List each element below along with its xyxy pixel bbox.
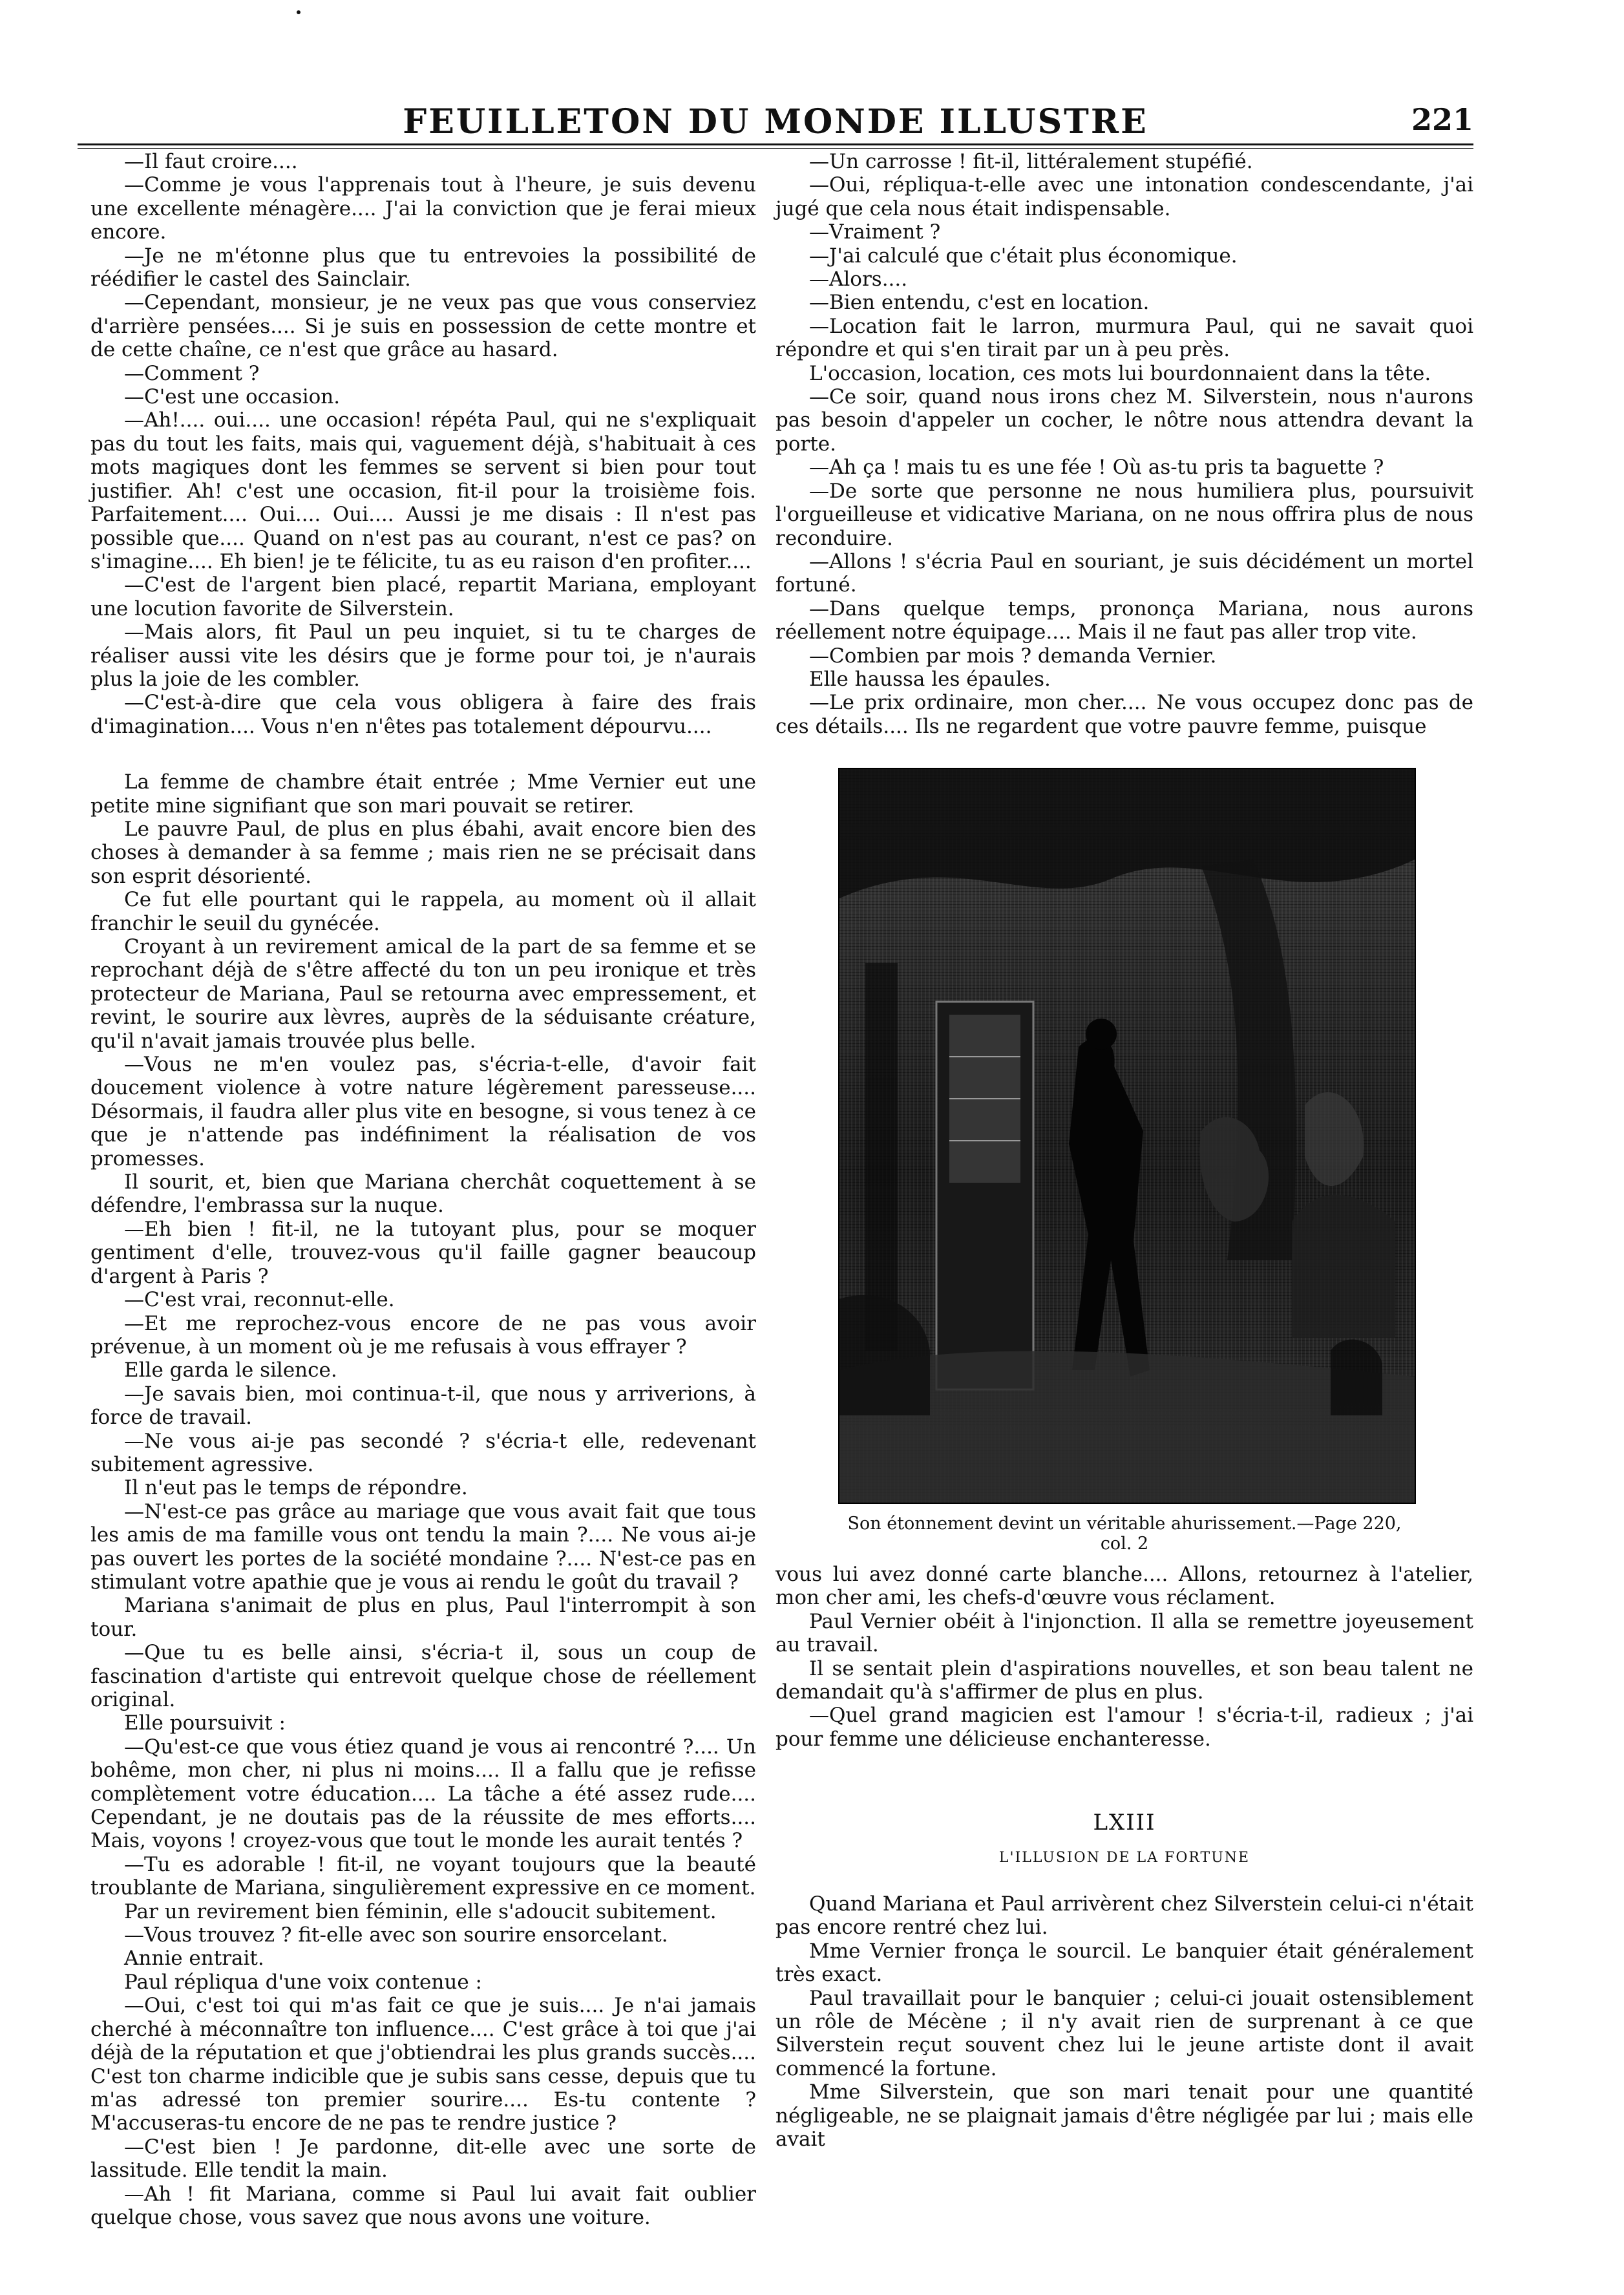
paragraph: —N'est-ce pas grâce au mariage que vous avait fait que tous les amis de ma famille vous ont tendu la main ?.... Ne vous ai-je pas ouvert les portes de la société mondaine ?.... N'est-ce pas en stimulant votre apathie que je vous ai rendu le goût du travail ? — [90, 1499, 756, 1594]
paragraph: —Il faut croire.... — [124, 150, 298, 173]
paragraph: —C'est de l'argent bien placé, repartit Mariana, employant une locution favorite de Silverstein. — [90, 573, 756, 620]
paragraph: —Que tu es belle ainsi, s'écria-t il, sous un coup de fascination d'artiste qui entrevoit quelque chose de réellement original. — [90, 1641, 756, 1711]
page-header — [78, 97, 1473, 142]
interior-scene-image — [839, 769, 1415, 1503]
paragraph: —C'est une occasion. — [124, 385, 341, 409]
paragraph: —Ah!.... oui.... une occasion! répéta Paul, qui ne s'expliquait pas du tout les faits, mais qui, vaguement déjà, s'habituait à ces mots magiques dont les femmes se servent si bien pour tout justifier. Ah! c'est une occasion, fit-il pour la troisième fois. Parfaitement.... Oui.... Oui.... Aussi je me disais : Il n'est pas possible que.... Quand on n'est pas au courant, n'est ce pas? on s'imagine.... Eh bien! je te félicite, tu as eu raison d'en profiter.... — [90, 408, 756, 573]
paragraph: —Mais alors, fit Paul un peu inquiet, si tu te charges de réaliser aussi vite les désirs que je forme pour toi, je n'aurais plus la joie de les combler. — [90, 620, 756, 691]
paragraph: —Quel grand magicien est l'amour ! s'écria-t-il, radieux ; j'ai pour femme une délicieuse enchanteresse. — [775, 1704, 1473, 1751]
header-rule-thin — [78, 148, 1473, 149]
paragraph: Il sourit, et, bien que Mariana cherchât coquettement à se défendre, l'embrassa sur la nuque. — [90, 1170, 756, 1218]
paragraph: —Allons ! s'écria Paul en souriant, je suis décidément un mortel fortuné. — [775, 549, 1473, 597]
paragraph: —Vous ne m'en voulez pas, s'écria-t-elle, d'avoir fait doucement violence à votre nature légèrement paresseuse.... Désormais, il faudra aller plus vite en besogne, si vous tenez à ce que je n'attende pas indéfiniment la réalisation de vos promesses. — [90, 1053, 756, 1170]
section-break — [90, 738, 756, 770]
paragraph: —Ne vous ai-je pas secondé ? s'écria-t elle, redevenant subitement agressive. — [90, 1429, 756, 1476]
paragraph: —Vous trouvez ? fit-elle avec son sourire ensorcelant. — [124, 1923, 668, 1947]
paragraph: —Le prix ordinaire, mon cher.... Ne vous occupez donc pas de ces détails.... Ils ne regardent que votre pauvre femme, puisque — [775, 691, 1473, 738]
engraving-illustration — [838, 768, 1416, 1504]
paragraph: —Je ne m'étonne plus que tu entrevoies la possibilité de réédifier le castel des Sainclair. — [90, 244, 756, 291]
paragraph: —Et me reprochez-vous encore de ne pas vous avoir prévenue, à un moment où je me refusais à vous effrayer ? — [90, 1311, 756, 1359]
paragraph: —De sorte que personne ne nous humiliera plus, poursuivit l'orgueilleuse et vidicative Mariana, on ne nous offrira plus de nous reconduire. — [775, 479, 1473, 550]
paragraph: —Vraiment ? — [809, 220, 941, 244]
paragraph: Paul Vernier obéit à l'injonction. Il alla se remettre joyeusement au travail. — [775, 1609, 1473, 1657]
paragraph: —Comment ? — [124, 361, 260, 385]
paragraph: Mme Silverstein, que son mari tenait pour une quantité négligeable, ne se plaignait jamais d'être négligée par lui ; mais elle avait — [775, 2080, 1473, 2152]
paragraph: —Tu es adorable ! fit-il, ne voyant toujours que la beauté troublante de Mariana, singulièrement expressive en ce moment. — [90, 1852, 756, 1900]
paragraph: —Un carrosse ! fit-il, littéralement stupéfié. — [809, 150, 1253, 173]
header-rule — [78, 143, 1473, 145]
paragraph: —Combien par mois ? demanda Vernier. — [809, 644, 1217, 668]
paragraph: Elle poursuivit : — [124, 1711, 286, 1735]
paragraph: —C'est-à-dire que cela vous obligera à faire des frais d'imagination.... Vous n'en n'êtes pas totalement dépourvu.... — [90, 691, 756, 738]
chapter-title: L'ILLUSION DE LA FORTUNE — [998, 1850, 1250, 1866]
paragraph: —Ce soir, quand nous irons chez M. Silverstein, nous n'aurons pas besoin d'appeler un cocher, le nôtre nous attendra devant la porte. — [775, 385, 1473, 456]
left-column — [90, 150, 756, 2229]
paragraph: —C'est vrai, reconnut-elle. — [124, 1288, 395, 1312]
page-number: 221 — [1411, 102, 1473, 137]
right-column-top — [775, 150, 1473, 738]
illustration-caption: Son étonnement devint un véritable ahurissement.—Page 220, col. 2 — [847, 1514, 1402, 1554]
paragraph: Elle garda le silence. — [124, 1359, 337, 1382]
page-dot — [297, 10, 301, 14]
paragraph: —Bien entendu, c'est en location. — [809, 291, 1150, 315]
chapter-number: LXIII — [1093, 1810, 1156, 1835]
paragraph: —Dans quelque temps, prononça Mariana, nous aurons réellement notre équipage.... Mais il ne faut pas aller trop vite. — [775, 597, 1473, 644]
paragraph: —Ah ça ! mais tu es une fée ! Où as-tu pris ta baguette ? — [809, 456, 1384, 480]
paragraph: —J'ai calculé que c'était plus économique. — [809, 244, 1238, 268]
paragraph: La femme de chambre était entrée ; Mme Vernier eut une petite mine signifiant que son mari pouvait se retirer. — [90, 770, 756, 818]
paragraph: Ce fut elle pourtant qui le rappela, au moment où il allait franchir le seuil du gynécée. — [90, 888, 756, 935]
paragraph: —Ah ! fit Mariana, comme si Paul lui avait fait oublier quelque chose, vous savez que nous avons une voiture. — [90, 2182, 756, 2229]
paragraph: —Cependant, monsieur, je ne veux pas que vous conserviez d'arrière pensées.... Si je suis en possession de cette montre et de cette chaîne, ce n'est que grâce au hasard. — [90, 291, 756, 362]
paragraph: —Je savais bien, moi continua-t-il, que nous y arriverions, à force de travail. — [90, 1382, 756, 1430]
paragraph: —Oui, c'est toi qui m'as fait ce que je suis.... Je n'ai jamais cherché à méconnaître ton influence.... C'est grâce à toi que j'ai déjà de la réputation et que j'obtiendrai les plus grands succès.... C'est ton charme indicible que je subis sans cesse, depuis que tu m'as adressé ton premier sourire.... Es-tu contente ? M'accuseras-tu encore de ne pas te rendre justice ? — [90, 1994, 756, 2135]
paragraph: Il n'eut pas le temps de répondre. — [124, 1476, 468, 1500]
paragraph: L'occasion, location, ces mots lui bourdonnaient dans la tête. — [809, 361, 1431, 385]
paragraph: Il se sentait plein d'aspirations nouvelles, et son beau talent ne demandait qu'à s'affirmer de plus en plus. — [775, 1656, 1473, 1704]
paragraph: Par un revirement bien féminin, elle s'adoucit subitement. — [124, 1899, 717, 1923]
right-column-bottom — [775, 1563, 1473, 1751]
paragraph: Quand Mariana et Paul arrivèrent chez Silverstein celui-ci n'était pas encore rentré chez lui. — [775, 1892, 1473, 1940]
paragraph: Croyant à un revirement amical de la part de sa femme et se reprochant déjà de s'être affecté du ton un peu ironique et très protecteur de Mariana, Paul se retourna avec empressement, et revint, le sourire aux lèvres, auprès de la séduisante créature, qu'il n'avait jamais trouvée plus belle. — [90, 935, 756, 1053]
paragraph: —Eh bien ! fit-il, ne la tutoyant plus, pour se moquer gentiment d'elle, trouvez-vous qu'il faille gagner beaucoup d'argent à Paris ? — [90, 1217, 756, 1288]
paragraph: —Qu'est-ce que vous étiez quand je vous ai rencontré ?.... Un bohême, mon cher, ni plus ni moins.... Il a fallu que je refisse complètement votre éducation.... La tâche a été assez rude.... Cependant, je ne doutais pas de la réussite de mes efforts.... Mais, voyons ! croyez-vous que tout le monde les aurait tentés ? — [90, 1735, 756, 1853]
paragraph: Le pauvre Paul, de plus en plus ébahi, avait encore bien des choses à demander à sa femme ; mais rien ne se précisait dans son esprit désorienté. — [90, 817, 756, 888]
paragraph: —Oui, répliqua-t-elle avec une intonation condescendante, j'ai jugé que cela nous était indispensable. — [775, 173, 1473, 220]
paragraph: —Alors.... — [809, 268, 908, 291]
paragraph: Mariana s'animait de plus en plus, Paul l'interrompit à son tour. — [90, 1594, 756, 1641]
paragraph: —Comme je vous l'apprenais tout à l'heure, je suis devenu une excellente ménagère.... J'ai la conviction que je ferai mieux encore. — [90, 173, 756, 244]
paragraph: —Location fait le larron, murmura Paul, qui ne savait quoi répondre et qui s'en tirait par un à peu près. — [775, 314, 1473, 362]
paragraph: Annie entrait. — [124, 1947, 264, 1971]
paragraph: —C'est bien ! Je pardonne, dit-elle avec une sorte de lassitude. Elle tendit la main. — [90, 2135, 756, 2183]
right-column-section — [775, 1892, 1473, 2151]
paragraph: Paul travaillait pour le banquier ; celui-ci jouait ostensiblement un rôle de Mécène ; il n'y avait rien de surprenant à ce que Silverstein reçut souvent chez lui le jeune artiste dont il avait commencé la fortune. — [775, 1986, 1473, 2080]
paragraph: vous lui avez donné carte blanche.... Allons, retournez à l'atelier, mon cher ami, les chefs-d'œuvre vous réclament. — [775, 1563, 1473, 1610]
paragraph: Elle haussa les épaules. — [809, 667, 1051, 691]
paragraph: Mme Vernier fronça le sourcil. Le banquier était généralement très exact. — [775, 1939, 1473, 1987]
running-title: FEUILLETON DU MONDE ILLUSTRE — [403, 102, 1148, 142]
paragraph: Paul répliqua d'une voix contenue : — [124, 1970, 482, 1994]
